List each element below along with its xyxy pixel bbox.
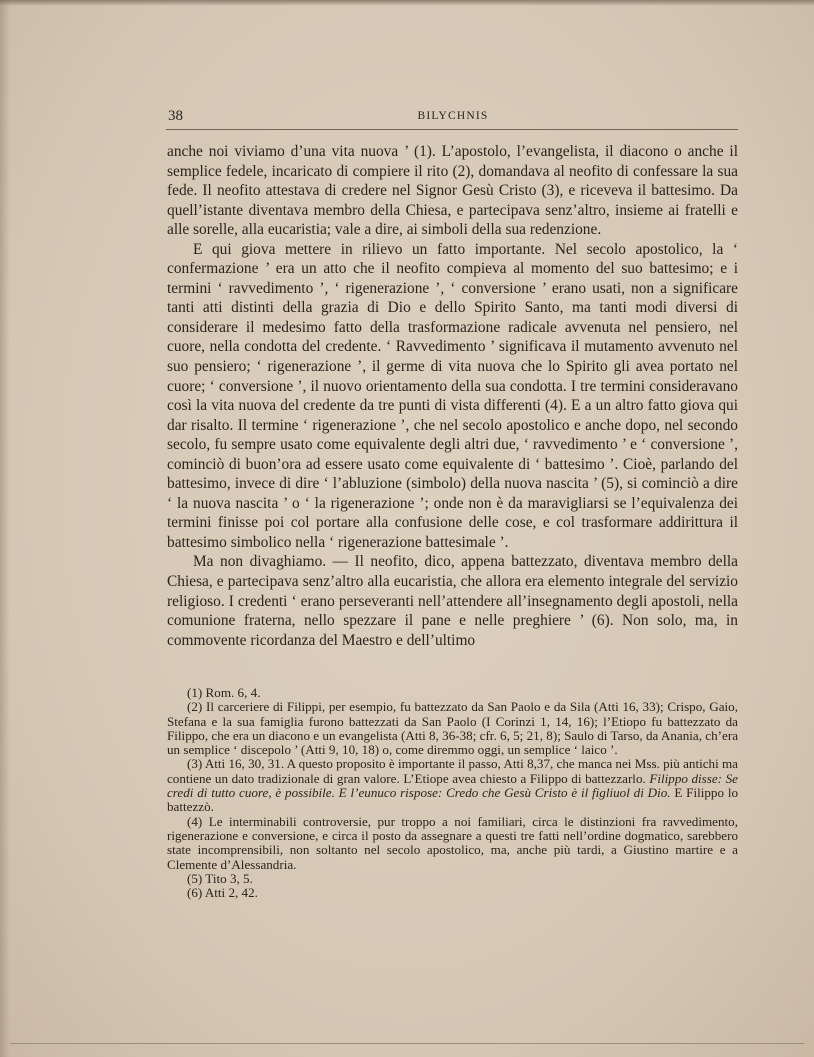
paragraph: anche noi viviamo d’una vita nuova ’ (1). L’apostolo, l’evangelista, il diacono o anche il semplice fedele, incaricato di compiere il rito (2), domandava al neofito di confessare la sua fede. Il neofito attestava di credere nel Signor Gesù Cristo (3), e riceveva il battesimo. Da quell’istante diventava membro della Chiesa, e partecipava senz’altro, insieme ai fratelli e alle sorelle, alla eucaristia; vale a dire, ai simboli della sua redenzione. — [167, 143, 738, 239]
paragraph: Ma non divaghiamo. — Il neofito, dico, appena battezzato, diventava membro della Chiesa, e partecipava senz’altro alla eucaristia, che allora era elemento integrale del servizio religioso. I credenti ‘ erano perseveranti nell’attendere all’insegnamento degli apostoli, nella comunione fraterna, nello spezzare il pane e nelle preghiere ’ (6). Non solo, ma, in commovente ricordanza del Maestro e dell’ultimo — [167, 553, 738, 649]
page-header — [168, 108, 738, 130]
page-left-edge — [0, 0, 10, 1057]
footnote-1: (1) Rom. 6, 4. — [187, 685, 261, 700]
running-title: BILYCHNIS — [417, 110, 489, 122]
bottom-rule — [10, 1043, 804, 1044]
footnote-3-text: (3) Atti 16, 30, 31. A questo proposito è importante il passo, Atti 8,37, che manca nei Mss. più antichi ma contiene un dato tradizionale di gran valore. L’Etiope avea chiesto a Filippo di battezzarlo. — [167, 756, 738, 786]
header-rule — [166, 129, 738, 130]
footnotes — [167, 686, 738, 900]
footnote-3 — [167, 757, 738, 814]
footnote-5: (5) Tito 3, 5. — [187, 870, 253, 886]
main-text — [167, 142, 738, 650]
footnote-2: (2) Il carceriere di Filippi, per esempio, fu battezzato da San Paolo e da Sila (Atti 16, 33); Crispo, Gaio, Stefana e la sua famiglia furono battezzati da San Paolo (I Corinzi 1, 14, 16); l’Etiopo fu battezzato da Filippo, che era un diacono e un evangelista (Atti 8, 36-38; cfr. 6, 5; 21, 8); Saulo di Tarso, da Anania, ch’era un semplice ‘ discepolo ’ (Atti 9, 10, 18) o, come diremmo oggi, un semplice ‘ laico ’. — [167, 699, 738, 758]
footnote-3-quote: Filippo disse: Se credi di tutto cuore, è possibile. E l’eunuco rispose: Credo che Gesù Cristo è il figliuol di Dio. — [167, 770, 738, 801]
footnote-4: (4) Le interminabili controversie, pur troppo a noi familiari, circa le distinzioni fra ravvedimento, rigenerazione e conversione, e circa il posto da assegnare a questi tre fatti nell’ordine dogmatico, sarebbero state incomprensibili, non soltanto nel secolo apostolico, ma, anche più tardi, a Giustino martire e a Clemente d’Alessandria. — [167, 813, 738, 872]
page-top-edge — [0, 0, 814, 6]
footnote-6: (6) Atti 2, 42. — [187, 885, 258, 901]
paragraph: E qui giova mettere in rilievo un fatto importante. Nel secolo apostolico, la ‘ confermazione ’ era un atto che il neofito compieva al momento del suo battesimo; e i termini ‘ ravvedimento ’, ‘ rigenerazione ’, ‘ conversione ’ erano usati, non a significare tanti atti distinti della grazia di Dio e dello Spirito Santo, ma tanti modi diversi di considerare il medesimo fatto della trasformazione radicale avvenuta nel pensiero, nel cuore, nella condotta del credente. ‘ Ravvedimento ’ significava il mutamento avvenuto nel suo pensiero; ‘ rigenerazione ’, il germe di vita nuova che lo Spirito gli avea portato nel cuore; ‘ conversione ’, il nuovo orientamento della sua condotta. I tre termini consideravano così la vita nuova del credente da tre punti di vista differenti (4). E a un altro fatto giova qui dar risalto. Il termine ‘ rigenerazione ’, che nel secolo apostolico e anche dopo, nel secondo secolo, fu sempre usato come equivalente degli altri due, ‘ ravvedimento ’ e ‘ conversione ’, cominciò di buon’ora ad essere usato come equivalente di ‘ battesimo ’. Cioè, parlando del battesimo, invece di dire ‘ l’abluzione (simbolo) della nuova nascita ’ (5), si cominciò a dire ‘ la nuova nascita ’ o ‘ la rigenerazione ’; onde non è da maravigliarsi se l’equivalenza dei termini finisse poi col portare alla confusione delle cose, e col trasformare addirittura il battesimo simbolico nella ‘ rigenerazione battesimale ’. — [167, 240, 738, 551]
footnote-3-tail: E Filippo lo battezzò. — [167, 785, 739, 815]
page-number: 38 — [168, 108, 183, 124]
